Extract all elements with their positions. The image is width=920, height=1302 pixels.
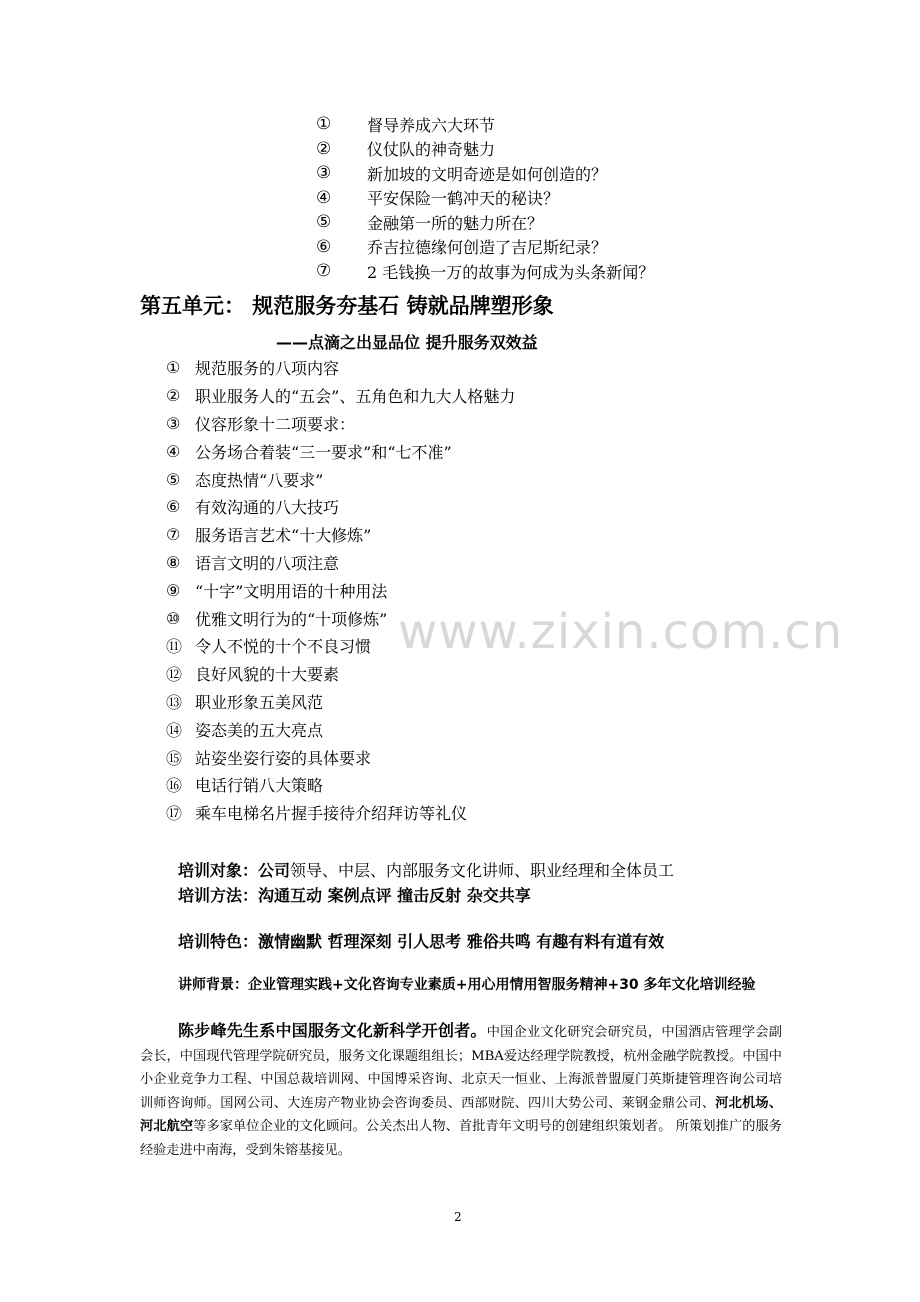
list-item	[166, 715, 515, 743]
item-number: ⑥	[166, 497, 181, 517]
item-number: ②	[316, 138, 332, 159]
training-method-value: 沟通互动 案例点评 撞击反射 杂交共享	[258, 886, 531, 905]
list-item	[316, 210, 654, 235]
unit-content-list	[166, 354, 515, 827]
item-number: ⑤	[166, 469, 181, 489]
training-target-label: 培训对象：	[178, 861, 259, 880]
item-text: 站姿坐姿行姿的具体要求	[195, 748, 372, 768]
list-item	[166, 521, 515, 549]
item-text: 职业形象五美风范	[195, 692, 324, 712]
list-item	[166, 382, 515, 410]
item-number: ⑭	[166, 720, 183, 740]
lecturer-background-value: 企业管理实践+文化咨询专业素质+用心用情用智服务精神+30 多年文化培训经验	[248, 977, 756, 993]
list-item	[166, 688, 515, 716]
item-number: ⑰	[166, 804, 183, 824]
list-item	[166, 799, 515, 827]
list-item	[166, 576, 515, 604]
training-feature-value: 激情幽默 哲理深刻 引人思考 雅俗共鸣 有趣有料有道有效	[258, 932, 665, 951]
lecturer-background	[140, 974, 780, 996]
item-text: 2 毛钱换一万的故事为何成为头条新闻？	[367, 262, 655, 282]
bio-bold: 河北机场、河北航空	[140, 1095, 783, 1134]
item-text: 语言文明的八项注意	[195, 553, 340, 573]
lecturer-bio	[140, 1019, 782, 1162]
item-text: 公务场合着装“三一要求”和“七不准”	[195, 442, 452, 462]
item-text: 优雅文明行为的“十项修炼”	[195, 609, 388, 629]
item-number: ④	[316, 187, 332, 208]
list-item	[166, 660, 515, 688]
item-number: ⑯	[166, 776, 183, 796]
item-number: ③	[316, 163, 332, 184]
item-text: 乔吉拉德缘何创造了吉尼斯纪录？	[367, 238, 608, 258]
item-text: 督导养成六大环节	[367, 115, 496, 135]
training-target	[178, 858, 674, 881]
item-number: ⑮	[166, 748, 183, 768]
list-item	[166, 604, 515, 632]
item-number: ⑤	[316, 212, 332, 233]
list-item	[316, 186, 654, 211]
bio-part1: 中国企业文化研究会研究员，中国酒店管理学会副会长，中国现代管理学院研究员，服务文化课题组组长；MBA爱达经理学院教授，杭州金融学院教授。中国中小企业竞争力工程、中国总裁培训网、中国博采咨询、北京天一恒业、上海派普盟厦门英斯捷管理咨询公司培训师咨询师。国网公司、大连房产物业协会咨询委员、西部财院、四川大势公司、莱钢金鼎公司、	[140, 1025, 782, 1111]
item-text: 职业服务人的“五会”、五角色和九大人格魅力	[195, 387, 516, 407]
item-number: ⑪	[166, 637, 183, 657]
list-item	[316, 137, 654, 162]
page-number: 2	[454, 1210, 462, 1224]
list-item	[166, 549, 515, 577]
item-text: 良好风貌的十大要素	[195, 665, 340, 685]
training-target-value: 领导、中层、内部服务文化讲师、职业经理和全体员工	[290, 861, 675, 880]
top-numbered-list	[316, 112, 654, 284]
list-item	[316, 235, 654, 260]
list-item	[166, 354, 515, 382]
item-number: ⑫	[166, 665, 183, 685]
item-number: ②	[166, 386, 181, 406]
item-number: ①	[166, 358, 181, 378]
list-item	[166, 410, 515, 438]
item-number: ①	[316, 114, 332, 135]
item-text: 有效沟通的八大技巧	[195, 498, 340, 518]
training-target-bold: 公司	[258, 861, 291, 880]
item-text: 服务语言艺术“十大修炼”	[195, 526, 372, 546]
item-text: 姿态美的五大亮点	[195, 720, 324, 740]
list-item	[166, 771, 515, 799]
item-text: 新加坡的文明奇迹是如何创造的？	[367, 164, 608, 184]
bio-part2: 等多家单位企业的文化顾问。公关杰出人物、首批青年文明号的创建组织策划者。 所策划推广的服务经验走进中南海，受到朱镕基接见。	[140, 1119, 782, 1158]
item-text: 令人不悦的十个不良习惯	[195, 637, 372, 657]
list-item	[316, 161, 654, 186]
item-text: 态度热情“八要求”	[195, 470, 324, 490]
item-text: “十字”文明用语的十种用法	[195, 581, 388, 601]
unit-title: 第五单元： 规范服务夯基石 铸就品牌塑形象	[140, 294, 554, 318]
item-number: ⑦	[316, 261, 332, 282]
list-item	[166, 493, 515, 521]
item-number: ③	[166, 413, 181, 433]
item-text: 平安保险一鹤冲天的秘诀？	[367, 189, 560, 209]
item-text: 仪容形象十二项要求：	[195, 414, 356, 434]
item-number: ⑨	[166, 580, 181, 600]
list-item	[316, 112, 654, 137]
item-text: 规范服务的八项内容	[195, 359, 340, 379]
training-feature-label: 培训特色：	[178, 932, 259, 951]
list-item	[166, 632, 515, 660]
item-text: 金融第一所的魅力所在？	[367, 213, 544, 233]
lecturer-background-label: 讲师背景：	[178, 977, 248, 993]
item-number: ⑩	[166, 608, 181, 628]
training-method	[178, 883, 531, 906]
list-item	[166, 743, 515, 771]
item-text: 乘车电梯名片握手接待介绍拜访等礼仪	[195, 804, 468, 824]
item-number: ⑧	[166, 552, 181, 572]
training-method-label: 培训方法：	[178, 886, 259, 905]
item-number: ⑦	[166, 525, 181, 545]
item-number: ⑥	[316, 236, 332, 257]
list-item	[316, 259, 654, 284]
item-text: 仪仗队的神奇魅力	[367, 140, 496, 160]
list-item	[166, 437, 515, 465]
bio-lead: 陈步峰先生系中国服务文化新科学开创者。	[178, 1021, 487, 1040]
unit-subtitle: ——点滴之出显品位 提升服务双效益	[276, 333, 538, 352]
list-item	[166, 465, 515, 493]
item-text: 电话行销八大策略	[195, 776, 324, 796]
training-feature	[178, 929, 664, 952]
watermark: www.zixin.com.cn	[398, 604, 844, 660]
item-number: ⑬	[166, 692, 183, 712]
item-number: ④	[166, 441, 181, 461]
